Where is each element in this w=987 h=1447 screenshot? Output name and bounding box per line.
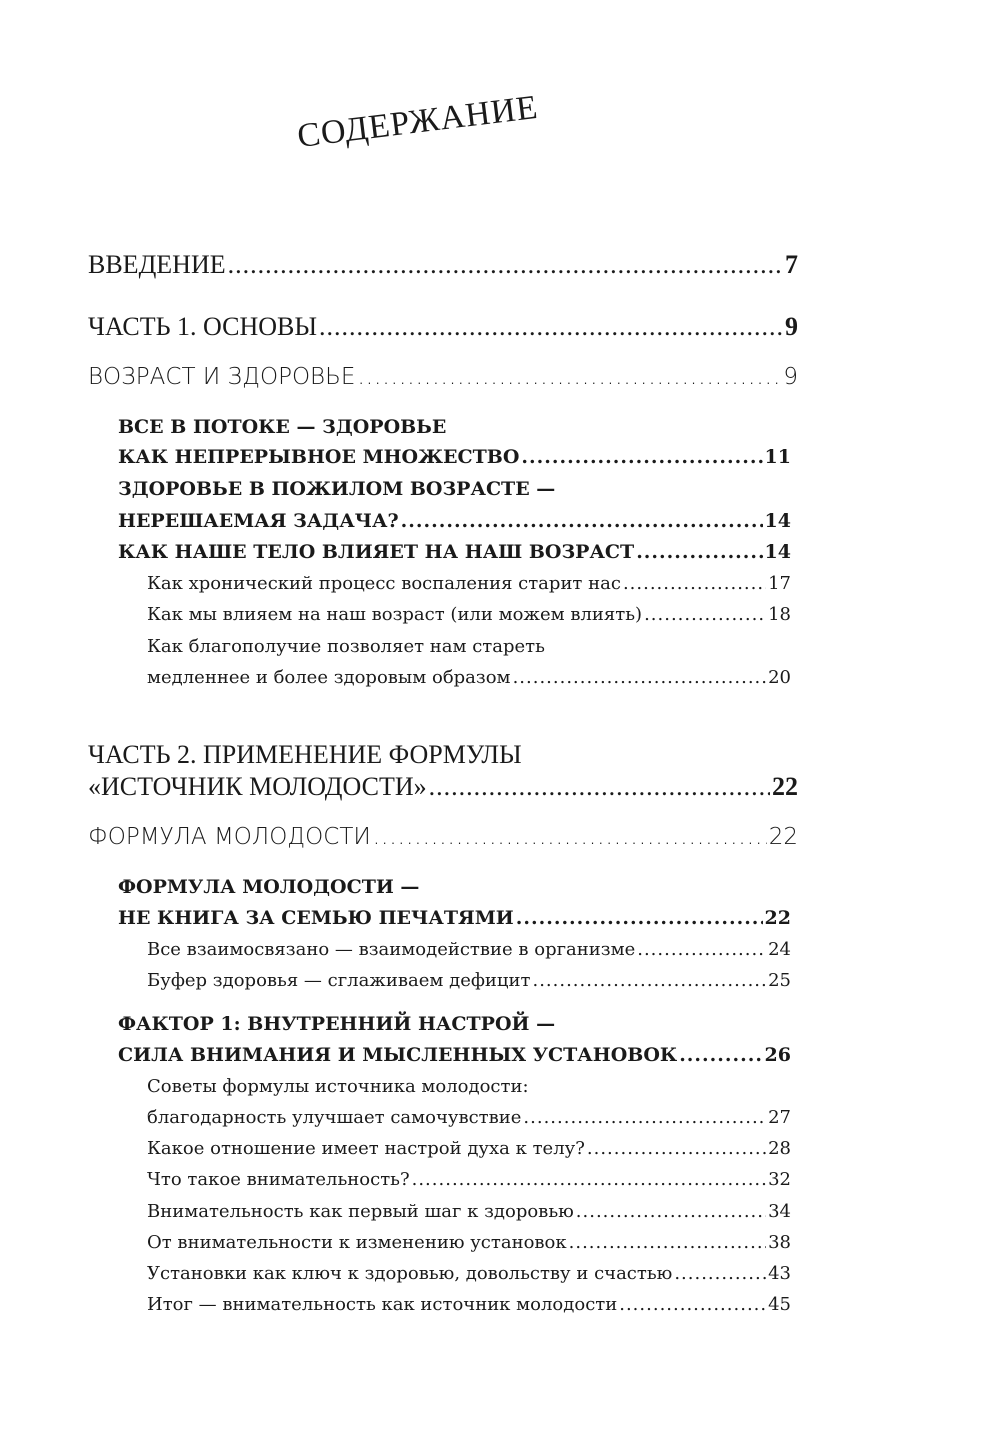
toc-entry-text: Как мы влияем на наш возраст (или можем влиять) (147, 604, 643, 625)
toc-page-number: 22 (772, 772, 798, 801)
toc-page-number: 24 (768, 939, 791, 960)
toc-leader (373, 824, 767, 850)
toc-entry-text: медленнее и более здоровым образом (147, 667, 511, 688)
toc-entry-subsection[interactable] (147, 604, 791, 625)
toc-entry-text: Все взаимосвязано — взаимодействие в организме (147, 939, 636, 960)
toc-page-number: 7 (785, 250, 798, 279)
toc-entry-text: Что такое внимательность? (147, 1169, 410, 1190)
toc-leader (679, 1044, 762, 1066)
toc-leader (636, 541, 762, 563)
toc-leader (521, 446, 762, 468)
toc-entry-text: Внимательность как первый шаг к здоровью (147, 1201, 574, 1222)
toc-entry-text: От внимательности к изменению установок (147, 1232, 567, 1253)
toc-entry-subsection[interactable] (147, 939, 791, 960)
toc-entry-line1: ЧАСТЬ 2. ПРИМЕНЕНИЕ ФОРМУЛЫ (88, 740, 522, 769)
toc-leader (412, 1169, 766, 1190)
toc-page-number: 11 (764, 446, 791, 468)
toc-page-number: 20 (768, 667, 791, 688)
toc-entry-section[interactable] (118, 541, 791, 563)
toc-entry-section[interactable] (118, 446, 791, 468)
toc-leader (619, 1294, 766, 1315)
toc-leader (674, 1263, 766, 1284)
toc-page-number: 22 (768, 824, 798, 850)
toc-page-number: 32 (768, 1169, 791, 1190)
toc-entry-line1: ФАКТОР 1: ВНУТРЕННИЙ НАСТРОЙ — (118, 1013, 556, 1035)
toc-entry-chapter2[interactable] (88, 824, 798, 850)
toc-entry-text: ВВЕДЕНИЕ (88, 250, 226, 279)
toc-entry-subsection[interactable] (147, 1138, 791, 1159)
toc-page-number: 38 (768, 1232, 791, 1253)
toc-entry-text: СИЛА ВНИМАНИЯ И МЫСЛЕННЫХ УСТАНОВОК (118, 1044, 678, 1066)
toc-leader (513, 667, 767, 688)
toc-entry-text: Установки как ключ к здоровью, довольству и счастью (147, 1263, 673, 1284)
toc-page-number: 14 (764, 510, 791, 532)
toc-entry-text: благодарность улучшает самочувствие (147, 1107, 522, 1128)
toc-leader (516, 907, 763, 929)
toc-entry-chapter1[interactable] (88, 364, 798, 390)
toc-entry-text: Итог — внимательность как источник молодости (147, 1294, 618, 1315)
toc-entry-text: ЧАСТЬ 1. ОСНОВЫ (88, 312, 318, 341)
toc-leader (569, 1232, 766, 1253)
toc-leader (401, 510, 763, 532)
toc-entry-subsection[interactable] (147, 667, 791, 688)
toc-leader (319, 312, 783, 342)
toc-entry-text: Как хронический процесс воспаления старит нас (147, 573, 621, 594)
toc-leader (576, 1201, 766, 1222)
toc-entry-text: НЕРЕШАЕМАЯ ЗАДАЧА? (118, 510, 399, 532)
toc-entry-subsection[interactable] (147, 1263, 791, 1284)
toc-entry-line1: ФОРМУЛА МОЛОДОСТИ — (118, 876, 420, 898)
toc-page-number: 27 (768, 1107, 791, 1128)
toc-entry-subsection[interactable] (147, 1107, 791, 1128)
toc-page-number: 14 (764, 541, 791, 563)
toc-page-number: 18 (768, 604, 791, 625)
toc-leader (532, 970, 766, 991)
toc-leader (429, 772, 770, 802)
toc-entry-section[interactable] (118, 510, 791, 532)
toc-entry-section[interactable] (118, 907, 791, 929)
toc-leader (228, 250, 783, 280)
toc-entry-subsection[interactable] (147, 1201, 791, 1222)
toc-page-number: 34 (768, 1201, 791, 1222)
toc-entry-text: НЕ КНИГА ЗА СЕМЬЮ ПЕЧАТЯМИ (118, 907, 514, 929)
toc-leader (644, 604, 766, 625)
toc-page-number: 26 (764, 1044, 791, 1066)
toc-page-number: 25 (768, 970, 791, 991)
toc-page-number: 43 (768, 1263, 791, 1284)
toc-entry-line1: Советы формулы источника молодости: (147, 1076, 529, 1097)
toc-page-number: 22 (764, 907, 791, 929)
toc-page-number: 45 (768, 1294, 791, 1315)
toc-entry-text: Буфер здоровья — сглаживаем дефицит (147, 970, 531, 991)
toc-leader (587, 1138, 766, 1159)
toc-entry-text: ФОРМУЛА МОЛОДОСТИ (88, 824, 371, 850)
toc-leader (357, 364, 781, 390)
toc-entry-text: КАК НЕПРЕРЫВНОЕ МНОЖЕСТВО (118, 446, 520, 468)
toc-page-number: 28 (768, 1138, 791, 1159)
toc-entry-subsection[interactable] (147, 1294, 791, 1315)
toc-entry-line1: ЗДОРОВЬЕ В ПОЖИЛОМ ВОЗРАСТЕ — (118, 478, 556, 500)
toc-entry-part1[interactable] (88, 312, 798, 342)
toc-entry-intro[interactable] (88, 250, 798, 280)
toc-entry-text: КАК НАШЕ ТЕЛО ВЛИЯЕТ НА НАШ ВОЗРАСТ (118, 541, 635, 563)
toc-entry-text: ВОЗРАСТ И ЗДОРОВЬЕ (88, 364, 356, 390)
toc-page-number: 17 (768, 573, 791, 594)
toc-leader (623, 573, 766, 594)
toc-entry-text: «ИСТОЧНИК МОЛОДОСТИ» (88, 772, 427, 801)
toc-entry-line1: Как благополучие позволяет нам стареть (147, 636, 545, 657)
toc-leader (637, 939, 766, 960)
toc-entry-text: Какое отношение имеет настрой духа к телу? (147, 1138, 585, 1159)
toc-entry-subsection[interactable] (147, 1232, 791, 1253)
toc-entry-line1: ВСЕ В ПОТОКЕ — ЗДОРОВЬЕ (118, 416, 447, 438)
toc-entry-subsection[interactable] (147, 1169, 791, 1190)
toc-page-number: 9 (783, 364, 798, 390)
toc-entry-subsection[interactable] (147, 970, 791, 991)
page-title: СОДЕРЖАНИЕ (295, 88, 541, 156)
toc-page-number: 9 (785, 312, 798, 341)
toc-entry-part2[interactable] (88, 772, 798, 802)
toc-leader (523, 1107, 766, 1128)
toc-entry-subsection[interactable] (147, 573, 791, 594)
toc-entry-section[interactable] (118, 1044, 791, 1066)
